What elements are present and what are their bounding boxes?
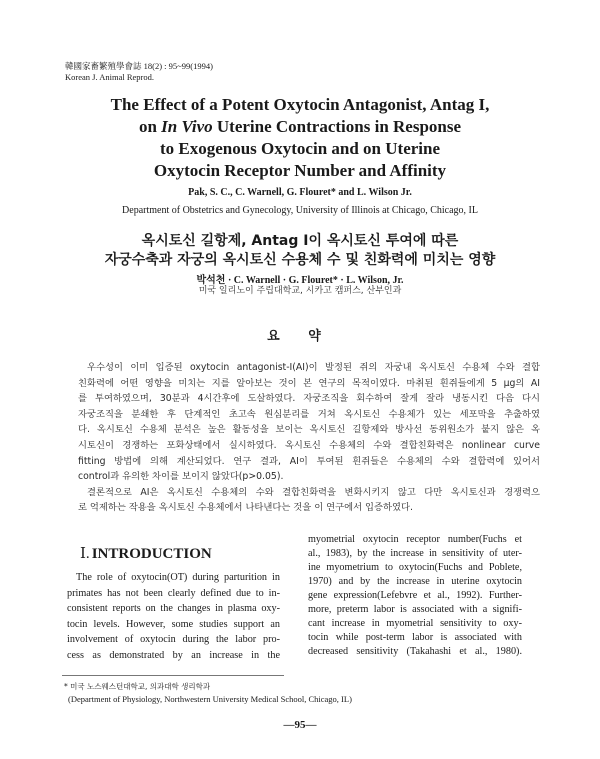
abstract-line: 친화력에 어떤 영향을 미치는 지를 알아보는 것이 본 연구의 목적이였다. 마취된 흰쥐들에게 5 μg의 AI (78, 377, 540, 389)
abstract-line: control과 유의한 차이를 보이지 않았다(p>0.05). (78, 471, 284, 483)
korean-affiliation: 미국 일리노이 주립대학교, 시카고 캠퍼스, 산부인과 (198, 286, 402, 296)
body-line: myometrial oxytocin receptor number(Fuchs et (308, 534, 522, 545)
abstract-line: 우수성이 이미 입증된 oxytocin antagonist-I(AI)이 발정된 쥐의 자궁내 옥시토신 수용체 수와 결합 (87, 362, 540, 373)
footnote-korean: * 미국 노스웨스턴대학교, 의과대학 생리학과 (64, 682, 211, 691)
journal-citation: 韓國家畜繁殖學會誌 18(2) : 95~99(1994) (65, 61, 213, 71)
korean-title-line: 옥시토신 길항제, Antag I이 옥시토신 투여에 따른 (141, 233, 459, 249)
body-line: involvement of oxytocin during the labor pro- (67, 634, 280, 646)
body-line: consistent reports on the changes in plasma oxy- (67, 603, 280, 615)
abstract-line: 시토신이 경쟁하는 포화상태에서 실시하였다. 옥시토신 수용체의 수와 결합친화력은 nonlinear curve (78, 439, 540, 451)
body-line: 1970) and by the increase in uterine oxytocin (308, 576, 522, 587)
abstract-line: 자궁조직을 분쇄한 후 단계적인 초고속 원심분리를 거쳐 옥시토신 수용체가 있는 세포막을 추출하였 (78, 408, 540, 420)
paper-title (0, 94, 600, 182)
footnote-divider (62, 675, 284, 676)
body-line: cess as demonstrated by an increase in the (67, 649, 280, 661)
body-line: tocin levels. However, some studies support an (67, 618, 280, 630)
title-italic: In Vivo (161, 117, 213, 136)
korean-title-line: 자궁수축과 자궁의 옥시토신 수용체 수 및 친화력에 미치는 영향 (104, 251, 496, 268)
body-line: cant increase in myometrial sensitivity to oxy- (308, 618, 522, 629)
authors: Pak, S. C., C. Warnell, G. Flouret* and L. Wilson Jr. (188, 187, 412, 198)
abstract-line: fitting 방법에 의해 계산되었다. 연구 결과, AI이 투여된 흰쥐들은 수용체의 수와 결합력에 있어서 (78, 455, 540, 467)
title-text: Uterine Contractions in Response (212, 117, 462, 136)
body-line: primates has not been clearly defined due to in- (67, 587, 280, 599)
title-line: to Exogenous Oxytocin and on Uterine (159, 139, 441, 158)
body-line: The role of oxytocin(OT) during parturition in (76, 572, 280, 583)
abstract-line: 다. 옥시토신 수용체 분석은 높은 활동성을 보이는 옥시토신 길항제와 방사선 동위원소가 붙지 않은 옥 (78, 424, 540, 436)
department: Department of Obstetrics and Gynecology, University of Illinois at Chicago, Chicago, IL (122, 205, 478, 216)
body-line: tocin while post-term labor is associated with (308, 632, 522, 643)
body-line: al., 1983), by the increase in sensitivity of uter- (308, 548, 522, 559)
section-title: INTRODUCTION (91, 546, 212, 562)
journal-name: Korean J. Animal Reprod. (65, 72, 154, 82)
introduction-heading (80, 544, 212, 563)
section-number: Ⅰ. (80, 546, 90, 562)
journal-header (65, 61, 213, 83)
body-line: ine myometrium to oxytocin(Fuchs and Poblete, (308, 562, 522, 573)
intro-right-column (308, 533, 522, 659)
title-text: on (138, 117, 162, 136)
page-number: —95— (283, 719, 317, 731)
title-line: The Effect of a Potent Oxytocin Antagonist, Antag I, (110, 95, 490, 114)
abstract-line: 로 억제하는 작용을 옥시토신 수용체에서 나타낸다는 것을 이 연구에서 입증하였다. (78, 502, 413, 514)
title-line: Oxytocin Receptor Number and Affinity (153, 161, 447, 180)
abstract-line: 결론적으로 AI은 옥시토신 수용체의 수와 결합친화력을 변화시키지 않고 다만 옥시토신과 경쟁력으 (87, 486, 540, 498)
title-line (0, 116, 600, 138)
body-line: gene expression(Lefebvre et al., 1992). Further- (308, 590, 522, 601)
intro-left-column (67, 570, 280, 664)
body-line: more, preterm labor is associated with a signifi- (308, 604, 522, 615)
abstract-line: 를 투여하였으며, 30분과 4시간후에 도살하였다. 자궁조직을 회수하여 잘게 잘라 냉동시킨 다음 다시 (78, 393, 540, 405)
korean-title (0, 232, 600, 269)
abstract-heading: 요 약 (267, 329, 333, 344)
footnote (64, 681, 352, 705)
body-line: decreased sensitivity (Takahashi et al., 1980). (308, 646, 522, 657)
footnote-english: (Department of Physiology, Northwestern University Medical School, Chicago, IL) (68, 694, 352, 704)
korean-authors: 박석천 · C. Warnell · G. Flouret* · L. Wilson, Jr. (196, 275, 404, 286)
abstract-body (78, 360, 540, 516)
